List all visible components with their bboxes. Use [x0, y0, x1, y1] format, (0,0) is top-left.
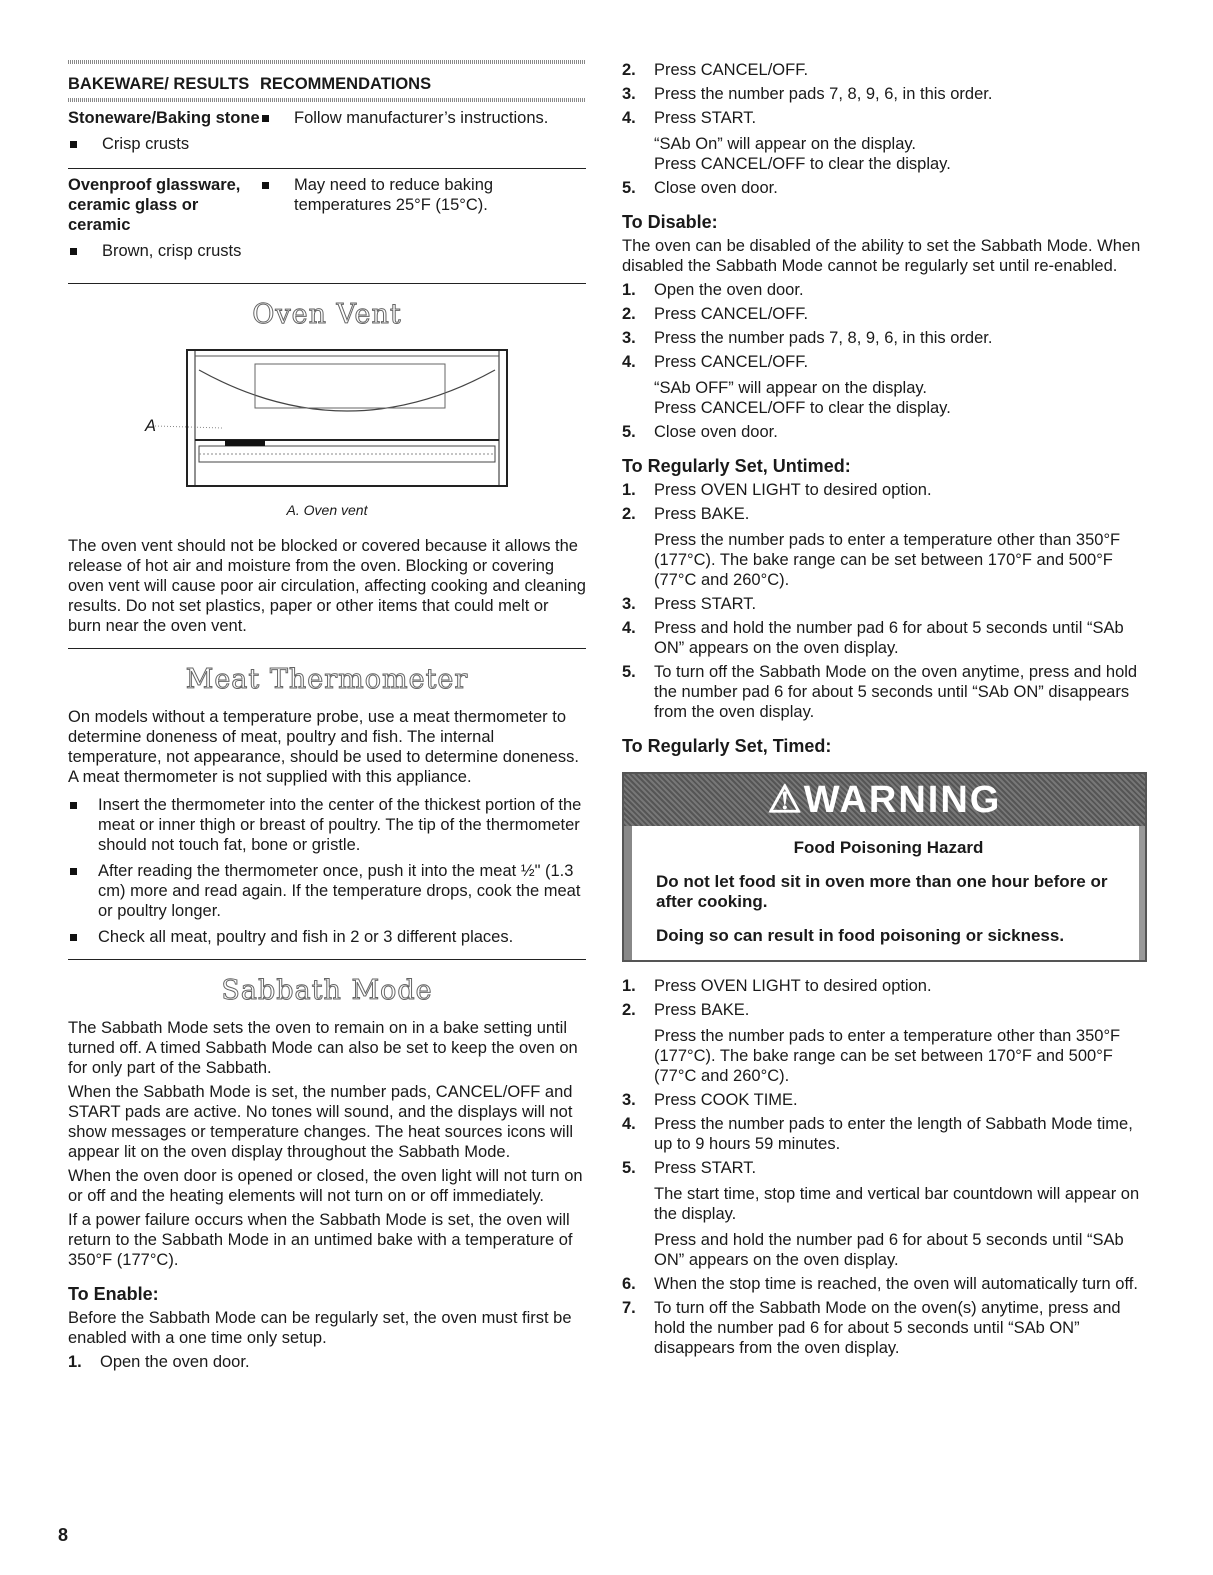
figure-caption: A. Oven vent — [286, 502, 368, 518]
oven-vent-figure — [137, 342, 517, 492]
table-header-recommendations: RECOMMENDATIONS — [260, 75, 432, 93]
step-number: 5. — [622, 1159, 636, 1177]
list-item — [622, 108, 1147, 174]
enable-intro: Before the Sabbath Mode can be regularly set, the oven must first be enabled with a one time only setup. — [68, 1309, 572, 1347]
list-item — [622, 280, 1147, 300]
warning-box — [622, 772, 1147, 962]
meat-bullets — [68, 795, 586, 947]
oven-vent-heading: Oven Vent — [252, 299, 402, 330]
step-number: 5. — [622, 663, 636, 681]
step-number: 3. — [622, 85, 636, 103]
warning-line: Do not let food sit in oven more than one hour before or after cooking. — [656, 872, 1108, 911]
list-item — [622, 504, 1147, 590]
step-text: Press START. — [654, 109, 757, 127]
step-text: Press CANCEL/OFF. — [654, 61, 809, 79]
list-item — [622, 1274, 1147, 1294]
step-note: “SAb On” will appear on the display. Press CANCEL/OFF to clear the display. — [654, 135, 951, 173]
step-text: Press BAKE. — [654, 1001, 750, 1019]
warning-title: ⚠WARNING — [767, 779, 1002, 821]
enable-steps — [622, 60, 1147, 198]
bakeware-name: Stoneware/Baking stone — [68, 109, 260, 127]
warning-hazard: Food Poisoning Hazard — [793, 838, 984, 857]
step-number: 2. — [622, 305, 636, 323]
step-number: 1. — [622, 977, 636, 995]
table-row — [68, 102, 586, 169]
list-item — [622, 60, 1147, 80]
step-text: Close oven door. — [654, 423, 778, 441]
step-number: 3. — [622, 1091, 636, 1109]
step-text: Press and hold the number pad 6 for about 5 seconds until “SAb ON” appears on the oven display. — [654, 619, 1124, 657]
left-column — [68, 60, 586, 1376]
bakeware-result: Crisp crusts — [68, 134, 260, 154]
meat-intro: On models without a temperature probe, use a meat thermometer to determine doneness of meat, poultry and fish. The internal temperature, not appearance, should be used to determine doneness. A meat thermometer is not supplied with this appliance. — [68, 708, 579, 786]
enable-steps-start — [68, 1352, 586, 1372]
step-text: Press START. — [654, 1159, 757, 1177]
warning-body — [624, 826, 1145, 960]
figure-label-a: A — [145, 417, 157, 435]
step-text: Press BAKE. — [654, 505, 750, 523]
disable-steps — [622, 280, 1147, 442]
step-number: 1. — [622, 481, 636, 499]
step-text: Press the number pads 7, 8, 9, 6, in this order. — [654, 85, 993, 103]
step-number: 3. — [622, 595, 636, 613]
untimed-steps — [622, 480, 1147, 722]
list-item — [622, 178, 1147, 198]
list-item — [622, 304, 1147, 324]
list-item — [622, 1298, 1147, 1358]
step-text: Open the oven door. — [100, 1353, 250, 1371]
timed-steps — [622, 976, 1147, 1358]
bakeware-name: Ovenproof glassware, ceramic glass or ceramic — [68, 176, 241, 234]
list-item — [622, 328, 1147, 348]
step-text: To turn off the Sabbath Mode on the oven anytime, press and hold the number pad 6 for about 5 seconds until “SAb ON” disappears from the oven display. — [654, 663, 1138, 721]
step-text: Press the number pads 7, 8, 9, 6, in this order. — [654, 329, 993, 347]
step-text: Press CANCEL/OFF. — [654, 353, 809, 371]
step-number: 3. — [622, 329, 636, 347]
step-text: Open the oven door. — [654, 281, 804, 299]
table-row — [68, 169, 586, 284]
step-number: 4. — [622, 109, 636, 127]
list-item — [622, 1090, 1147, 1110]
sabbath-para: When the oven door is opened or closed, the oven light will not turn on or off and the heating elements will not turn on or off immediately. — [68, 1167, 583, 1205]
step-number: 1. — [622, 281, 636, 299]
list-item — [622, 480, 1147, 500]
step-number: 2. — [622, 505, 636, 523]
bakeware-result: Brown, crisp crusts — [68, 241, 260, 261]
step-number: 7. — [622, 1299, 636, 1317]
step-text: Press CANCEL/OFF. — [654, 305, 809, 323]
step-text: Press OVEN LIGHT to desired option. — [654, 481, 932, 499]
disable-intro: The oven can be disabled of the ability to set the Sabbath Mode. When disabled the Sabbath Mode cannot be regularly set until re-enabled. — [622, 237, 1141, 275]
step-text: Press START. — [654, 595, 757, 613]
table-header-bakeware: BAKEWARE/ RESULTS — [68, 75, 250, 93]
list-item — [622, 618, 1147, 658]
step-text: Press OVEN LIGHT to desired option. — [654, 977, 932, 995]
step-number: 4. — [622, 1115, 636, 1133]
step-text: When the stop time is reached, the oven will automatically turn off. — [654, 1275, 1138, 1293]
step-number: 5. — [622, 423, 636, 441]
sabbath-para: If a power failure occurs when the Sabbath Mode is set, the oven will return to the Sabbath Mode in an untimed bake with a temperature of 350°F (177°C). — [68, 1211, 573, 1269]
list-item — [622, 422, 1147, 442]
step-note: Press the number pads to enter a temperature other than 350°F (177°C). The bake range can be set between 170°F and 500°F (77°C and 260°C). — [654, 1027, 1121, 1085]
sabbath-para: When the Sabbath Mode is set, the number pads, CANCEL/OFF and START pads are active. No tones will sound, and the displays will not show messages or temperature changes. The heat sources icons will appear lit on the oven display throughout the Sabbath Mode. — [68, 1083, 574, 1161]
recommendation: Follow manufacturer’s instructions. — [260, 108, 586, 128]
step-note: Press and hold the number pad 6 for about 5 seconds until “SAb ON” appears on the oven display. — [654, 1231, 1124, 1269]
step-note: Press the number pads to enter a temperature other than 350°F (177°C). The bake range can be set between 170°F and 500°F (77°C and 260°C). — [654, 531, 1121, 589]
sabbath-mode-heading: Sabbath Mode — [221, 975, 433, 1006]
list-item — [622, 594, 1147, 614]
warning-band — [624, 774, 1145, 826]
step-number: 2. — [622, 61, 636, 79]
oven-vent-illustration — [137, 342, 517, 492]
list-item — [622, 1158, 1147, 1270]
page-number: 8 — [58, 1525, 69, 1545]
list-item: Insert the thermometer into the center of the thickest portion of the meat or inner thigh or breast of poultry. The tip of the thermometer should not touch fat, bone or gristle. — [68, 795, 586, 855]
list-item: Check all meat, poultry and fish in 2 or 3 different places. — [68, 927, 586, 947]
right-column — [622, 60, 1147, 1362]
list-item — [622, 1114, 1147, 1154]
untimed-heading: To Regularly Set, Untimed: — [622, 456, 851, 476]
step-text: Press COOK TIME. — [654, 1091, 798, 1109]
list-item: 1. Open the oven door. — [68, 1353, 250, 1371]
bakeware-table — [68, 64, 586, 284]
list-item — [622, 1000, 1147, 1086]
timed-heading: To Regularly Set, Timed: — [622, 736, 832, 756]
oven-vent-body: The oven vent should not be blocked or covered because it allows the release of hot air and moisture from the oven. Blocking or covering oven vent will cause poor air circulation, affecting cooking and cleaning results. Do not set plastics, paper or other items that could melt or burn near the oven vent. — [68, 537, 586, 635]
list-item — [622, 662, 1147, 722]
step-note: “SAb OFF” will appear on the display. Press CANCEL/OFF to clear the display. — [654, 379, 951, 417]
step-number: 2. — [622, 1001, 636, 1019]
list-item — [622, 84, 1147, 104]
section-rule — [68, 648, 586, 649]
list-item: After reading the thermometer once, push it into the meat ½" (1.3 cm) more and read again. If the temperature drops, cook the meat or poultry longer. — [68, 861, 586, 921]
sabbath-para: The Sabbath Mode sets the oven to remain on in a bake setting until turned off. A timed Sabbath Mode can also be set to keep the oven on for only part of the Sabbath. — [68, 1019, 578, 1077]
list-item — [622, 976, 1147, 996]
list-item — [622, 352, 1147, 418]
step-text: To turn off the Sabbath Mode on the oven(s) anytime, press and hold the number pad 6 for about 5 seconds until “SAb ON” disappears from the oven display. — [654, 1299, 1121, 1357]
step-number: 5. — [622, 179, 636, 197]
step-number: 4. — [622, 619, 636, 637]
step-text: Press the number pads to enter the length of Sabbath Mode time, up to 9 hours 59 minutes. — [654, 1115, 1133, 1153]
section-rule — [68, 959, 586, 960]
warning-line: Doing so can result in food poisoning or sickness. — [656, 926, 1065, 945]
recommendation: May need to reduce baking temperatures 25°F (15°C). — [260, 175, 586, 215]
step-number: 6. — [622, 1275, 636, 1293]
disable-heading: To Disable: — [622, 212, 718, 232]
step-note: The start time, stop time and vertical bar countdown will appear on the display. — [654, 1185, 1140, 1223]
enable-heading: To Enable: — [68, 1284, 159, 1304]
meat-thermometer-heading: Meat Thermometer — [185, 664, 469, 695]
step-text: Close oven door. — [654, 179, 778, 197]
step-number: 4. — [622, 353, 636, 371]
